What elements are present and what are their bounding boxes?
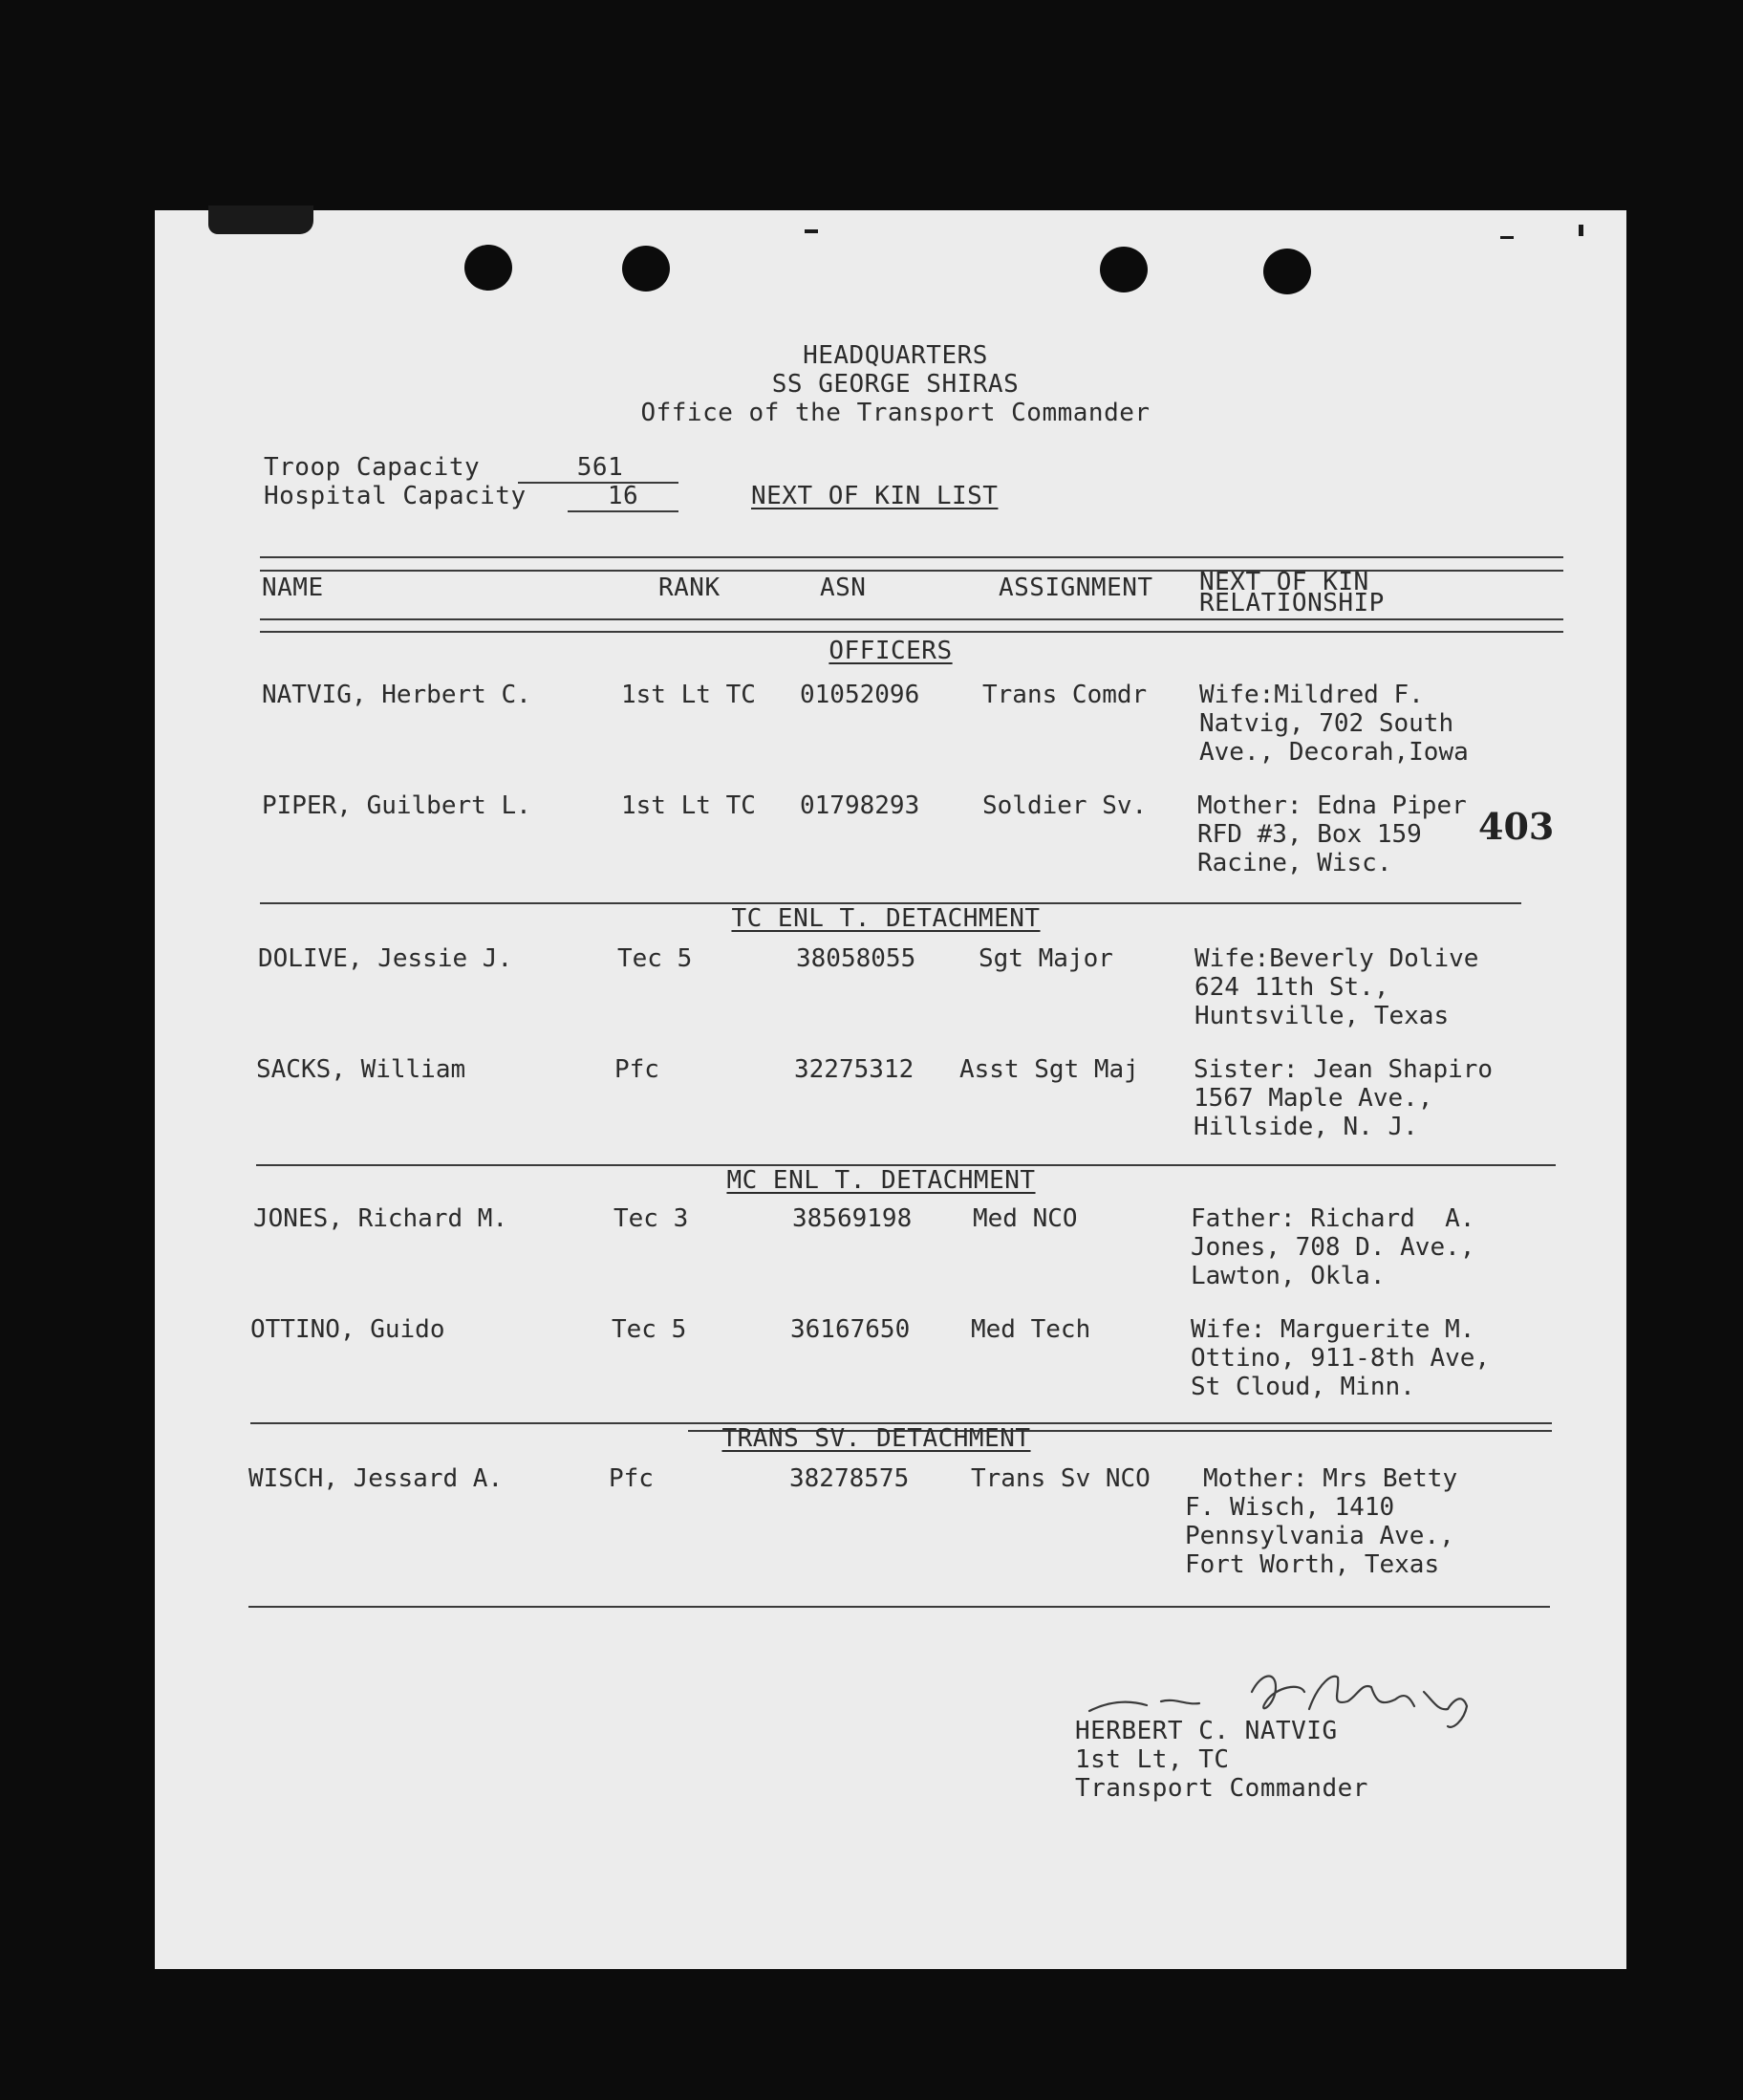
hospital-capacity-label: Hospital Capacity — [264, 482, 527, 510]
row-nok-line: Ave., Decorah,Iowa — [1199, 738, 1469, 767]
row-name: DOLIVE, Jessie J. — [258, 944, 513, 973]
column-header-asn: ASN — [820, 574, 867, 602]
row-rank: 1st Lt TC — [621, 681, 756, 709]
signature-title: Transport Commander — [1075, 1774, 1368, 1803]
row-assignment: Med NCO — [973, 1204, 1078, 1233]
speck — [1500, 236, 1514, 239]
row-nok-line: Sister: Jean Shapiro — [1194, 1055, 1494, 1084]
column-header-rank: RANK — [658, 574, 721, 602]
row-asn: 01052096 — [800, 681, 920, 709]
row-assignment: Trans Comdr — [982, 681, 1148, 709]
row-nok-line: Mother: Edna Piper — [1197, 791, 1467, 820]
row-name: PIPER, Guilbert L. — [262, 791, 531, 820]
row-rank: 1st Lt TC — [621, 791, 756, 820]
punch-hole — [1263, 249, 1311, 294]
row-asn: 38569198 — [792, 1204, 913, 1233]
speck — [805, 229, 818, 233]
punch-hole — [464, 245, 512, 291]
header-ship-name: SS GEORGE SHIRAS — [771, 370, 1020, 399]
row-assignment: Trans Sv NCO — [971, 1464, 1151, 1493]
section-title-tc-detachment: TC ENL T. DETACHMENT — [731, 904, 1041, 933]
row-asn: 38058055 — [796, 944, 916, 973]
row-name: WISCH, Jessard A. — [248, 1464, 504, 1493]
column-header-relationship: RELATIONSHIP — [1199, 589, 1385, 617]
table-top-rule — [260, 556, 1563, 558]
row-nok-line: St Cloud, Minn. — [1191, 1373, 1415, 1401]
row-nok-line: 1567 Maple Ave., — [1194, 1084, 1433, 1113]
row-rank: Tec 5 — [617, 944, 693, 973]
column-header-name: NAME — [262, 574, 324, 602]
row-name: SACKS, William — [256, 1055, 466, 1084]
row-nok-line: Natvig, 702 South — [1199, 709, 1454, 738]
row-nok-line: Mother: Mrs Betty — [1203, 1464, 1458, 1493]
row-asn: 38278575 — [789, 1464, 910, 1493]
row-asn: 01798293 — [800, 791, 920, 820]
row-nok-line: Lawton, Okla. — [1191, 1262, 1386, 1290]
row-nok-line: Wife:Beverly Dolive — [1194, 944, 1479, 973]
row-assignment: Med Tech — [971, 1315, 1091, 1344]
section-title-officers: OFFICERS — [828, 637, 953, 665]
row-nok-line: Racine, Wisc. — [1197, 849, 1392, 877]
column-header-next-of-kin: NEXT OF KIN — [1199, 568, 1369, 596]
row-name: OTTINO, Guido — [250, 1315, 445, 1344]
punch-hole — [622, 246, 670, 292]
punch-hole — [1100, 247, 1148, 292]
row-nok-line: Father: Richard A. — [1191, 1204, 1475, 1233]
row-nok-line: 624 11th St., — [1194, 973, 1389, 1002]
speck — [1579, 225, 1583, 236]
hospital-capacity-value: 16 — [607, 482, 639, 510]
row-assignment: Sgt Major — [979, 944, 1113, 973]
row-rank: Pfc — [614, 1055, 659, 1084]
row-nok-line: Wife:Mildred F. — [1199, 681, 1424, 709]
hospital-capacity-underline — [568, 510, 678, 512]
column-header-assignment: ASSIGNMENT — [999, 574, 1153, 602]
troop-capacity-value: 561 — [576, 453, 624, 482]
row-rank: Tec 5 — [612, 1315, 687, 1344]
signature-rank: 1st Lt, TC — [1075, 1745, 1230, 1774]
list-title: NEXT OF KIN LIST — [751, 482, 999, 510]
signature-name: HERBERT C. NATVIG — [1075, 1717, 1338, 1745]
row-name: JONES, Richard M. — [253, 1204, 508, 1233]
row-rank: Tec 3 — [613, 1204, 689, 1233]
row-name: NATVIG, Herbert C. — [262, 681, 531, 709]
row-assignment: Soldier Sv. — [982, 791, 1148, 820]
row-nok-line: Huntsville, Texas — [1194, 1002, 1450, 1030]
section-title-trans-detachment: TRANS SV. DETACHMENT — [721, 1424, 1031, 1453]
edge-blot — [208, 206, 313, 234]
row-asn: 36167650 — [790, 1315, 911, 1344]
row-nok-line: F. Wisch, 1410 — [1185, 1493, 1395, 1522]
row-rank: Pfc — [609, 1464, 654, 1493]
section-title-mc-detachment: MC ENL T. DETACHMENT — [726, 1166, 1036, 1195]
row-nok-line: Ottino, 911-8th Ave, — [1191, 1344, 1491, 1373]
troop-capacity-label: Troop Capacity — [264, 453, 481, 482]
header-headquarters: HEADQUARTERS — [803, 341, 988, 370]
row-assignment: Asst Sgt Maj — [959, 1055, 1139, 1084]
row-nok-line: Fort Worth, Texas — [1185, 1550, 1440, 1579]
page-stamp-number: 403 — [1478, 805, 1555, 848]
row-nok-line: Jones, 708 D. Ave., — [1191, 1233, 1475, 1262]
header-bottom-rule-2 — [260, 631, 1563, 633]
table-bottom-rule — [248, 1606, 1550, 1608]
row-nok-line: Wife: Marguerite M. — [1191, 1315, 1475, 1344]
row-nok-line: RFD #3, Box 159 — [1197, 820, 1422, 849]
row-nok-line: Pennsylvania Ave., — [1185, 1522, 1454, 1550]
header-bottom-rule — [260, 618, 1563, 620]
row-asn: 32275312 — [794, 1055, 915, 1084]
row-nok-line: Hillside, N. J. — [1194, 1113, 1418, 1141]
header-office: Office of the Transport Commander — [640, 399, 1151, 427]
